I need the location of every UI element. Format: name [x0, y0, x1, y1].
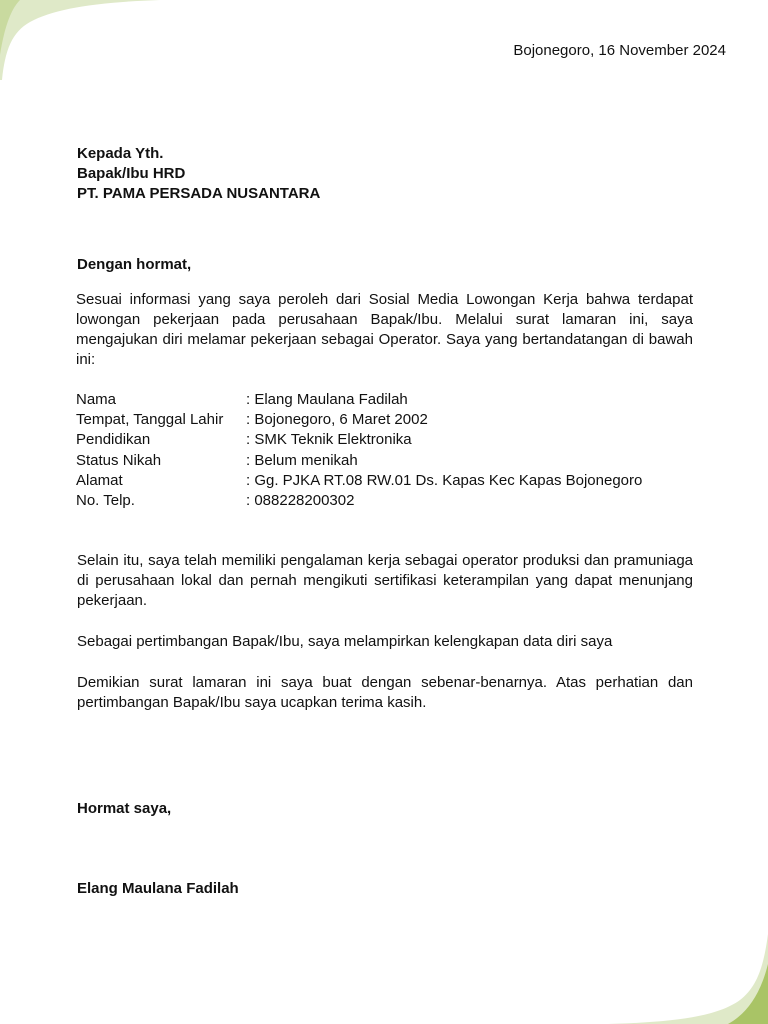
info-value: : 088228200302: [246, 492, 355, 510]
info-value: : Gg. PJKA RT.08 RW.01 Ds. Kapas Kec Kapas Bojonegoro: [246, 471, 643, 489]
signer-name: Elang Maulana Fadilah: [77, 880, 239, 897]
recipient-salutation: Kepada Yth.: [77, 145, 164, 162]
info-label: Nama: [76, 391, 117, 408]
bottom-right-corner-decoration: [608, 934, 768, 1024]
personal-info-table: [76, 390, 642, 511]
info-value: : Elang Maulana Fadilah: [246, 391, 408, 408]
recipient-department: Bapak/Ibu HRD: [77, 165, 186, 182]
info-value: : SMK Teknik Elektronika: [246, 431, 412, 449]
info-row-education: [76, 430, 642, 450]
info-label: Tempat, Tanggal Lahir: [76, 411, 224, 429]
info-row-marital-status: [76, 451, 642, 471]
info-row-phone: [76, 491, 642, 511]
attachment-paragraph: Sebagai pertimbangan Bapak/Ibu, saya melampirkan kelengkapan data diri saya: [77, 633, 613, 650]
top-left-corner-decoration: [0, 0, 160, 80]
info-value: : Bojonegoro, 6 Maret 2002: [246, 411, 428, 429]
experience-paragraph: Selain itu, saya telah memiliki pengalaman kerja sebagai operator produksi dan pramuniaga di perusahaan lokal dan pernah mengikuti sertifikasi keterampilan yang dapat menunjang pekerjaan.: [77, 552, 693, 609]
info-row-name: [76, 390, 642, 410]
info-label: Pendidikan: [76, 431, 151, 449]
info-row-address: [76, 471, 642, 491]
info-row-birth: [76, 410, 642, 430]
signoff: Hormat saya,: [77, 800, 172, 817]
recipient-block: [77, 144, 320, 204]
info-label: Alamat: [76, 471, 123, 489]
recipient-company: PT. PAMA PERSADA NUSANTARA: [77, 185, 321, 202]
letter-date: Bojonegoro, 16 November 2024: [513, 42, 726, 59]
greeting: Dengan hormat,: [77, 256, 192, 273]
closing-paragraph: Demikian surat lamaran ini saya buat dengan sebenar-benarnya. Atas perhatian dan pertimbangan Bapak/Ibu saya ucapkan terima kasih.: [77, 674, 693, 711]
intro-paragraph: Sesuai informasi yang saya peroleh dari Sosial Media Lowongan Kerja bahwa terdapat lowongan pekerjaan pada perusahaan Bapak/Ibu. Melalui surat lamaran ini, saya mengajukan diri melamar pekerjaan sebagai Operator. Saya yang bertandatangan di bawah ini:: [76, 291, 693, 368]
info-label: Status Nikah: [76, 451, 162, 469]
info-value: : Belum menikah: [246, 451, 358, 469]
info-label: No. Telp.: [76, 492, 135, 510]
